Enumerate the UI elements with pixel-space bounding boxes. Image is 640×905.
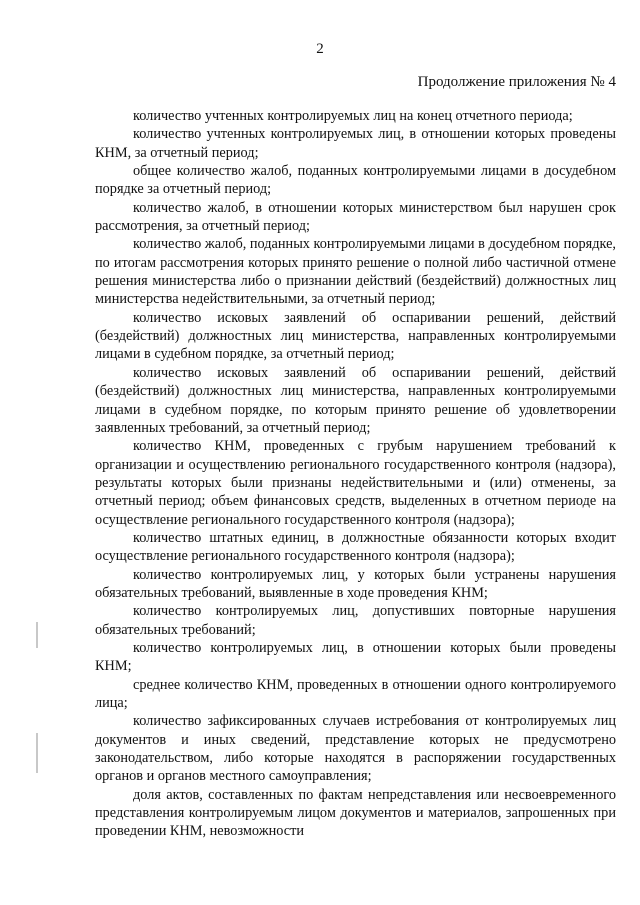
list-item-paragraph: общее количество жалоб, поданных контролируемыми лицами в досудебном порядке за отчетный период; (95, 163, 616, 198)
list-item-paragraph: количество КНМ, проведенных с грубым нарушением требований к организации и осуществлению регионального государственного контроля (надзора), результаты которых были признаны недействительными и (или) отменены, за отчетный период; объем финансовых средств, выделенных в отчетном периоде на осуществление регионального государственного контроля (надзора); (95, 438, 616, 528)
list-item-paragraph: количество исковых заявлений об оспаривании решений, действий (бездействий) должностных лиц министерства, направленных контролируемыми лицами в судебном порядке, за отчетный период; (95, 309, 616, 363)
list-item-paragraph: количество жалоб, в отношении которых министерством был нарушен срок рассмотрения, за отчетный период; (95, 199, 616, 235)
list-item-paragraph: количество контролируемых лиц, допустивших повторные нарушения обязательных требований; (95, 603, 616, 638)
appendix-continuation-label: Продолжение приложения № 4 (417, 74, 616, 90)
document-body (95, 107, 616, 841)
page-number: 2 (316, 41, 324, 57)
list-item-paragraph: количество учтенных контролируемых лиц на конец отчетного периода; (133, 108, 573, 124)
scan-artifact-mark (36, 733, 38, 773)
list-item-paragraph: количество зафиксированных случаев истребования от контролируемых лиц документов и иных сведений, представление которых не предусмотрено законодательством, либо которые находятся в распоряжении государственных органов и органов местного самоуправления; (95, 713, 616, 785)
list-item-paragraph: количество штатных единиц, в должностные обязанности которых входит осуществление регионального государственного контроля (надзора); (95, 529, 616, 565)
list-item-paragraph: среднее количество КНМ, проведенных в отношении одного контролируемого лица; (95, 676, 616, 711)
list-item-paragraph: количество жалоб, поданных контролируемыми лицами в досудебном порядке, по итогам рассмотрения которых принято решение о полной либо частичной отмене решения министерства либо о признании действий (бездействий) должностных лиц министерства недействительными, за отчетный период; (95, 236, 616, 308)
list-item-paragraph: количество исковых заявлений об оспаривании решений, действий (бездействий) должностных лиц министерства, направленных контролируемыми лицами в судебном порядке, по которым принято решение об удовлетворении заявленных требований, за отчетный период; (95, 364, 616, 436)
scan-artifact-mark (36, 622, 38, 648)
list-item-paragraph: количество контролируемых лиц, у которых были устранены нарушения обязательных требований, выявленные в ходе проведения КНМ; (95, 566, 616, 601)
list-item-paragraph: количество учтенных контролируемых лиц, в отношении которых проведены КНМ, за отчетный период; (95, 126, 616, 161)
list-item-paragraph: доля актов, составленных по фактам непредставления или несвоевременного представления контролируемым лицом документов и материалов, запрошенных при проведении КНМ, невозможности (95, 786, 616, 840)
list-item-paragraph: количество контролируемых лиц, в отношении которых были проведены КНМ; (95, 639, 616, 675)
